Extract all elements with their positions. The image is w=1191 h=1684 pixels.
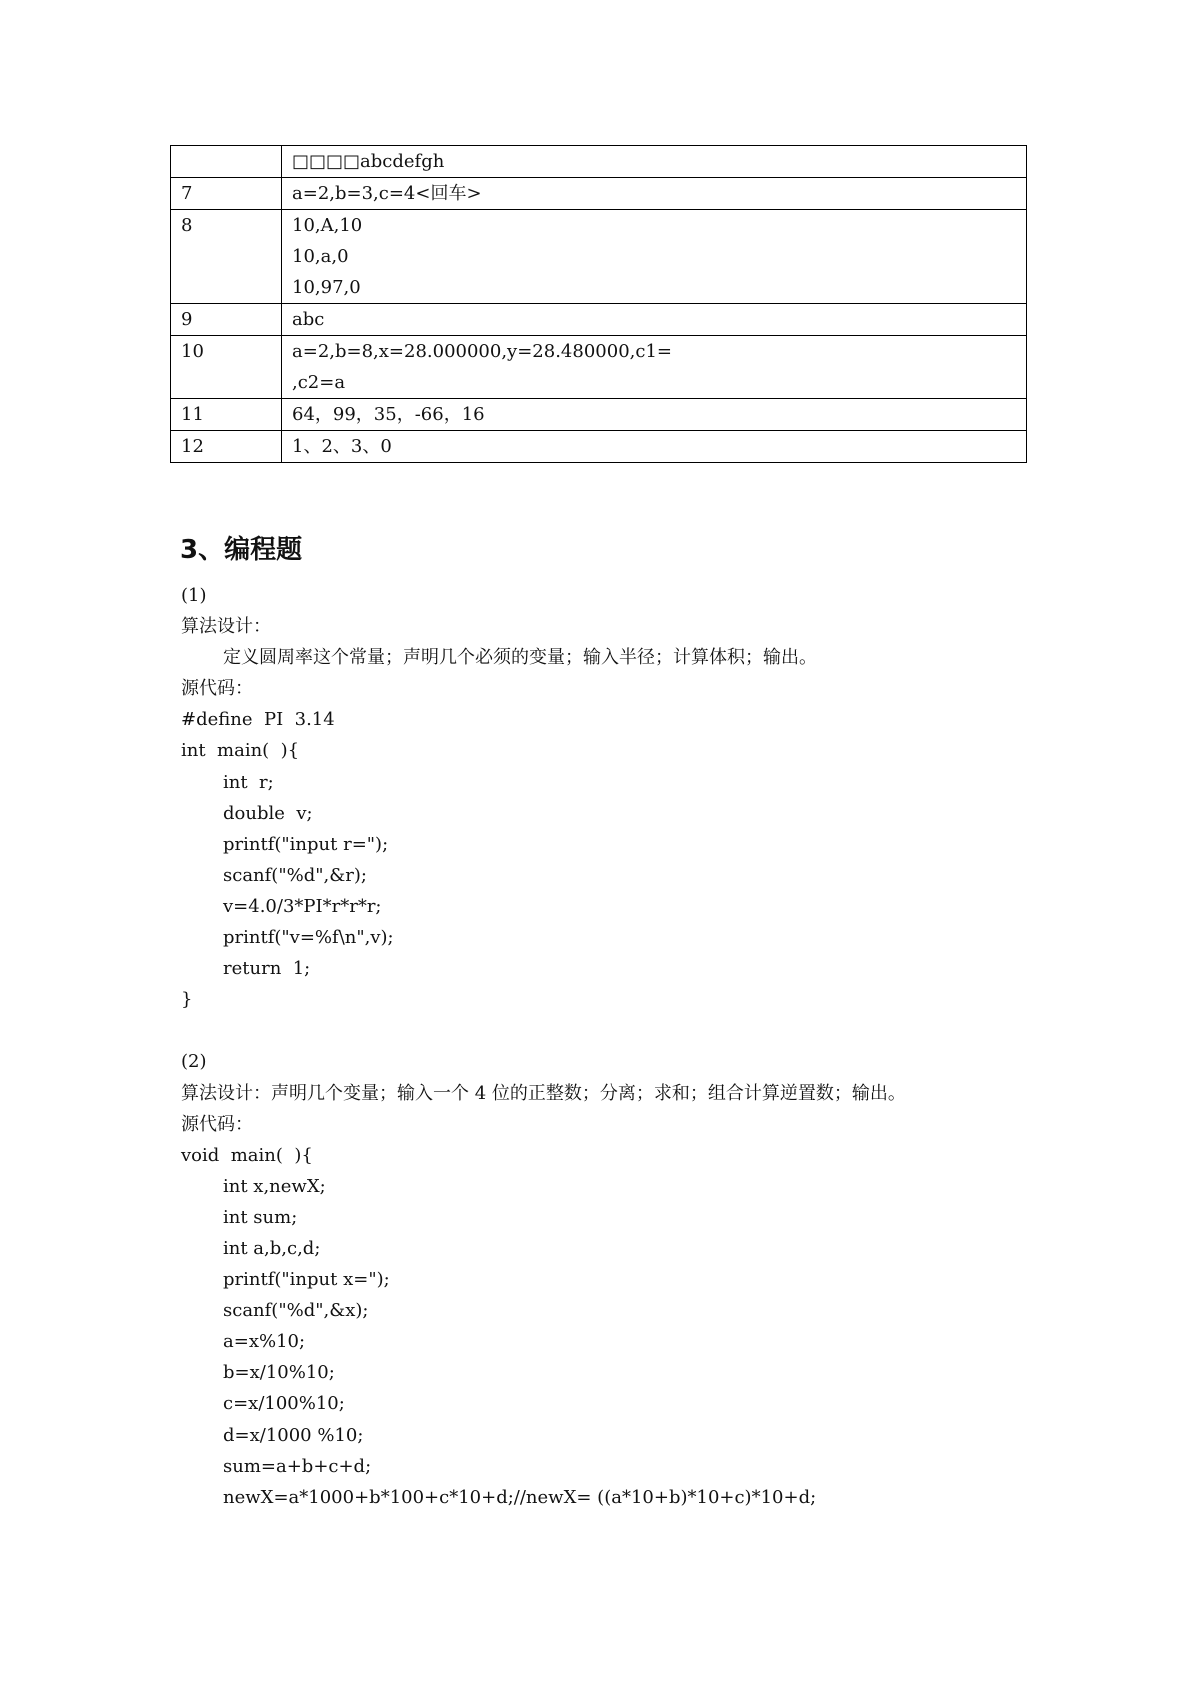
table-row xyxy=(171,399,1027,431)
answer-table xyxy=(170,145,1027,463)
code-line: int x,newX; xyxy=(223,1175,326,1197)
table-row xyxy=(171,304,1027,336)
source-heading: 源代码： xyxy=(181,1113,253,1135)
answer-line: □□□□abcdefgh xyxy=(292,151,445,172)
code-line: #define PI 3.14 xyxy=(181,709,335,731)
code-line: int r; xyxy=(223,771,274,793)
code-line: b=x/10%10; xyxy=(223,1362,335,1384)
code-line: return 1; xyxy=(223,958,311,980)
code-line: c=x/100%10; xyxy=(223,1393,345,1415)
table-row xyxy=(171,431,1027,463)
source-heading: 源代码： xyxy=(181,678,253,700)
code-line: printf("v=%f\n",v); xyxy=(223,927,394,949)
answer-line: 1、2、3、0 xyxy=(292,436,392,457)
code-line: a=x%10; xyxy=(223,1331,306,1353)
answer-line: 10,A,10 xyxy=(292,215,363,236)
row-answer xyxy=(282,336,1027,399)
row-number: 7 xyxy=(171,178,282,210)
answer-line: ,c2=a xyxy=(292,372,346,393)
row-answer xyxy=(282,146,1027,178)
algo-heading: 算法设计： xyxy=(181,616,271,638)
code-line: int a,b,c,d; xyxy=(223,1237,321,1259)
code-line: newX=a*1000+b*100+c*10+d;//newX= ((a*10+b)*10+c)*10+d; xyxy=(223,1486,817,1508)
algo-text: 定义圆周率这个常量；声明几个必须的变量；输入半径；计算体积；输出。 xyxy=(223,647,817,669)
row-number: 10 xyxy=(171,336,282,399)
code-line: sum=a+b+c+d; xyxy=(223,1455,372,1477)
code-line: d=x/1000 %10; xyxy=(223,1424,364,1446)
table-row xyxy=(171,146,1027,178)
table-row xyxy=(171,336,1027,399)
answer-line: 10,a,0 xyxy=(292,246,349,267)
row-answer xyxy=(282,399,1027,431)
row-answer xyxy=(282,304,1027,336)
row-number xyxy=(171,146,282,178)
code-line: scanf("%d",&r); xyxy=(223,864,367,886)
answer-line: a=2,b=8,x=28.000000,y=28.480000,c1= xyxy=(292,341,672,362)
code-line: printf("input x="); xyxy=(223,1269,390,1291)
answer-line: abc xyxy=(292,309,325,330)
row-number: 12 xyxy=(171,431,282,463)
answer-line: 64，99，35，-66，16 xyxy=(292,404,485,425)
row-answer xyxy=(282,210,1027,304)
row-answer xyxy=(282,178,1027,210)
problem-1-label: (1) xyxy=(181,585,207,606)
code-line: } xyxy=(181,989,193,1011)
code-line: printf("input r="); xyxy=(223,833,389,855)
answer-line: a=2,b=3,c=4<回车> xyxy=(292,183,482,204)
section-title: 3、编程题 xyxy=(180,535,303,565)
section-content xyxy=(181,580,1051,1513)
answer-line: 10,97,0 xyxy=(292,277,361,298)
spacer xyxy=(181,1015,1051,1046)
problem-2-label: (2) xyxy=(181,1051,207,1073)
code-line: double v; xyxy=(223,802,313,824)
code-line: int sum; xyxy=(223,1206,298,1228)
row-answer xyxy=(282,431,1027,463)
code-line: void main( ){ xyxy=(181,1144,313,1166)
table-row xyxy=(171,178,1027,210)
table-row xyxy=(171,210,1027,304)
code-line: int main( ){ xyxy=(181,740,300,762)
row-number: 8 xyxy=(171,210,282,304)
code-line: scanf("%d",&x); xyxy=(223,1300,369,1322)
row-number: 11 xyxy=(171,399,282,431)
row-number: 9 xyxy=(171,304,282,336)
algo-text: 算法设计：声明几个变量；输入一个 4 位的正整数；分离；求和；组合计算逆置数；输出。 xyxy=(181,1082,906,1104)
code-line: v=4.0/3*PI*r*r*r; xyxy=(223,895,382,917)
